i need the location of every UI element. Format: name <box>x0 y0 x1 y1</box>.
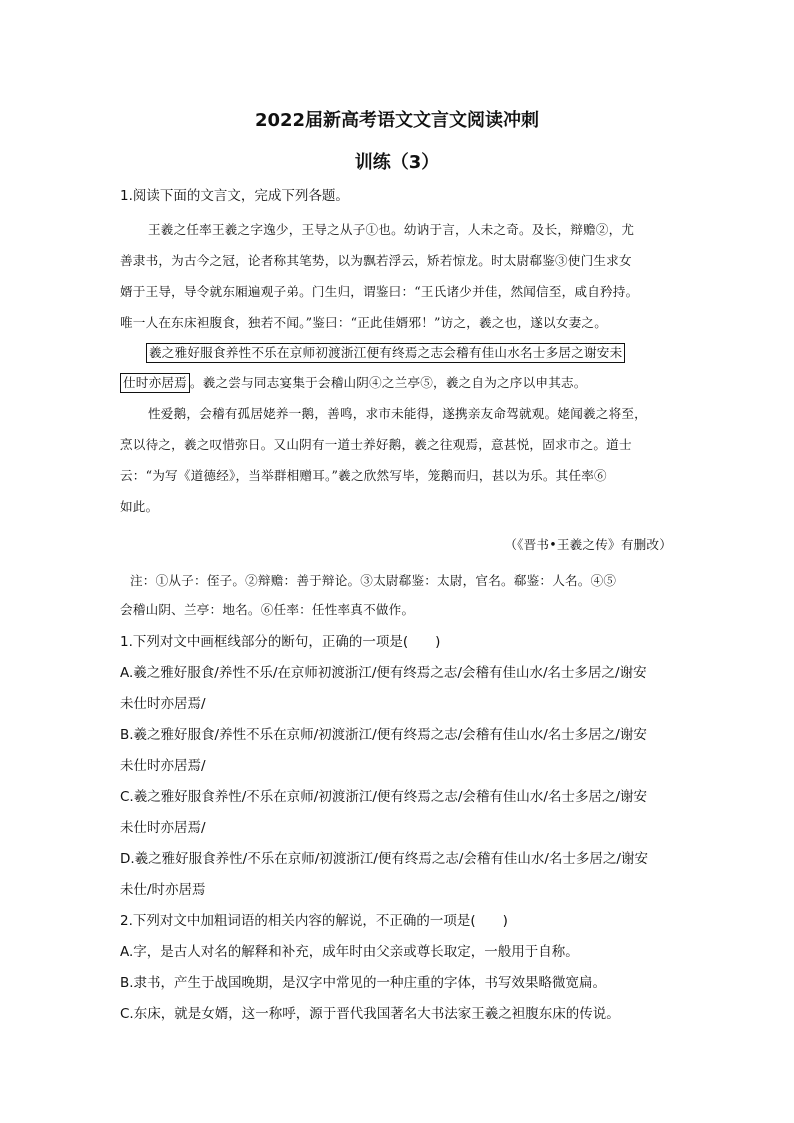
passage-line: 性爱鹅，会稽有孤居姥养一鹅，善鸣，求市未能得，遂携亲友命驾就观。姥闻羲之将至， <box>148 406 647 421</box>
q1-option-c: C.羲之雅好服食养性/不乐在京师/初渡浙江/便有终焉之志/会稽有佳山水/名士多居之/谢安 <box>120 789 648 805</box>
q1-option-a-cont: 未仕时亦居焉/ <box>120 696 206 712</box>
notes-line: 会稽山阴、兰亭：地名。⑥任率：任性率真不做作。 <box>120 602 415 617</box>
q1-option-b: B.羲之雅好服食/养性不乐在京师/初渡浙江/便有终焉之志/会稽有佳山水/名士多居之/谢安 <box>120 727 647 743</box>
question-intro: 1.阅读下面的文言文，完成下列各题。 <box>120 188 349 204</box>
q1-option-c-cont: 未仕时亦居焉/ <box>120 820 206 836</box>
q2-option-b: B.隶书，产生于战国晚期，是汉字中常见的一种庄重的字体，书写效果略微宽扁。 <box>120 975 607 991</box>
q1-option-d-cont: 未仕/时亦居焉 <box>120 882 206 898</box>
framed-text: 仕时亦居焉 <box>120 373 190 393</box>
passage-line: 婿于王导，导令就东厢遍观子弟。门生归，谓鉴曰：“王氏诸少并佳，然闻信至，咸自矜持。 <box>120 284 639 299</box>
q1-option-a: A.羲之雅好服食/养性不乐/在京师初渡浙江/便有终焉之志/会稽有佳山水/名士多居之/谢安 <box>120 665 647 681</box>
passage-line <box>146 343 680 363</box>
passage-text: 。羲之尝与同志宴集于会稽山阴④之兰亭⑤，羲之自为之序以申其志。 <box>189 375 587 390</box>
passage-line: 如此。 <box>120 499 159 514</box>
q1-option-d: D.羲之雅好服食养性/不乐在京师/初渡浙江/便有终焉之志/会稽有佳山水/名士多居之/谢安 <box>120 851 648 867</box>
passage-line: 云：“为写《道德经》，当举群相赠耳。”羲之欣然写毕，笼鹅而归，甚以为乐。其任率⑥ <box>120 468 607 483</box>
passage-line: 王羲之任率王羲之字逸少，王导之从子①也。幼讷于言，人未之奇。及长，辩赡②，尤 <box>148 222 635 237</box>
q2-option-c: C.东床，就是女婿，这一称呼，源于晋代我国著名大书法家王羲之袒腹东床的传说。 <box>120 1006 620 1022</box>
passage-line: 善隶书，为古今之冠，论者称其笔势，以为飘若浮云，矫若惊龙。时太尉郗鉴③使门生求女 <box>120 253 632 268</box>
passage-source: （《晋书•王羲之传》有删改） <box>504 537 672 552</box>
doc-subtitle: 训练（3） <box>354 152 440 173</box>
question-1-stem: 1.下列对文中画框线部分的断句，正确的一项是( ) <box>120 634 441 650</box>
passage-line: 烹以待之，羲之叹惜弥日。又山阴有一道士养好鹅，羲之往观焉，意甚悦，固求市之。道士 <box>120 437 632 452</box>
framed-text: 羲之雅好服食养性不乐在京师初渡浙江便有终焉之志会稽有佳山水名士多居之谢安未 <box>146 343 625 363</box>
passage-line: 唯一人在东床袒腹食，独若不闻。”鉴曰：“正此佳婿邪！”访之，羲之也，遂以女妻之。 <box>120 315 607 330</box>
q2-option-a: A.字，是古人对名的解释和补充，成年时由父亲或尊长取定，一般用于自称。 <box>120 944 579 960</box>
passage-line <box>120 373 680 393</box>
q1-option-b-cont: 未仕时亦居焉/ <box>120 758 206 774</box>
doc-title: 2022届新高考语文文言文阅读冲刺 <box>254 110 540 131</box>
question-2-stem: 2.下列对文中加粗词语的相关内容的解说，不正确的一项是( ) <box>120 913 508 929</box>
notes-line: 注：①从子：侄子。②辩赡：善于辩论。③太尉郗鉴：太尉，官名。郗鉴：人名。④⑤ <box>130 573 617 588</box>
